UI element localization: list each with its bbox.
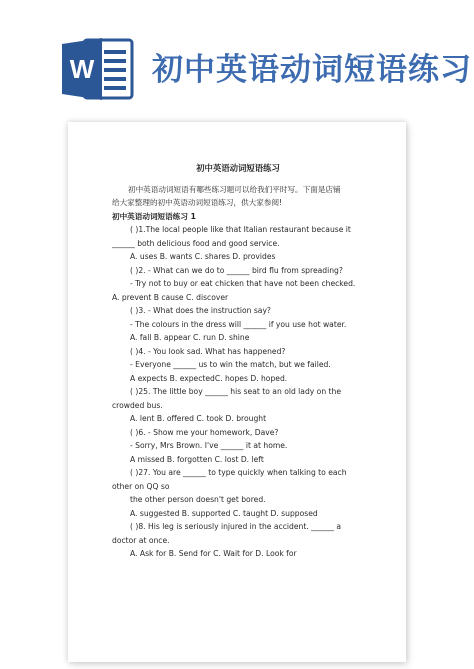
document-title: 初中英语动词短语练习 — [196, 163, 280, 173]
question-line: - The colours in the dress will ______ if you use hot water. — [130, 319, 347, 329]
question-line: - Sorry, Mrs Brown. I've ______ it at home. — [130, 441, 288, 450]
options-line: A. Ask for B. Send for C. Wait for D. Look for — [130, 549, 297, 558]
intro-line: 初中英语动词短语有哪些练习题可以给我们平时写。下面是店铺 — [128, 184, 341, 194]
question-line: ( )25. The little boy ______ his seat to an old lady on the — [130, 387, 342, 396]
section-heading: 初中英语动词短语练习 1 — [112, 211, 196, 221]
question-line: ( )8. His leg is seriously injured in the accident. ______ a — [130, 522, 341, 531]
options-line: A. lent B. offered C. took D. brought — [130, 414, 267, 423]
options-line: A. uses B. wants C. shares D. provides — [130, 252, 276, 261]
options-line: A expects B. expectedC. hopes D. hoped. — [130, 373, 288, 383]
document-body — [112, 162, 364, 561]
word-document-icon — [62, 38, 134, 100]
options-line: A missed B. forgotten C. lost D. left — [130, 454, 264, 464]
document-page — [68, 122, 406, 662]
options-line: A. fall B. appear C. run D. shine — [130, 333, 250, 342]
intro-line: 给大家整理的初中英语动词短语练习，供大家参阅! — [112, 198, 283, 207]
question-line: ______ both delicious food and good service. — [112, 238, 280, 248]
question-line: ( )6. - Show me your homework, Dave? — [130, 427, 279, 437]
options-line: A. suggested B. supported C. taught D. supposed — [130, 508, 318, 518]
question-line: ( )1.The local people like that Italian restaurant because it — [130, 225, 351, 234]
question-line: doctor at once. — [112, 535, 170, 545]
question-line: ( )27. You are ______ to type quickly when talking to each — [130, 468, 347, 477]
question-line: crowded bus. — [112, 400, 163, 410]
question-line: other on QQ so — [112, 481, 170, 491]
banner-title: 初中英语动词短语练习 — [152, 52, 472, 88]
question-line: ( )2. - What can we do to ______ bird flu from spreading? — [130, 265, 343, 275]
question-line: ( )4. - You look sad. What has happened? — [130, 346, 286, 356]
banner — [0, 0, 474, 118]
question-line: - Try not to buy or eat chicken that have not been checked. — [130, 279, 356, 288]
options-line: A. prevent B cause C. discover — [112, 292, 229, 302]
question-line: ( )3. - What does the instruction say? — [130, 306, 271, 315]
question-line: the other person doesn't get bored. — [130, 495, 266, 504]
question-line: - Everyone ______ us to win the match, but we failed. — [130, 360, 331, 369]
logo-letter: W — [69, 54, 95, 84]
